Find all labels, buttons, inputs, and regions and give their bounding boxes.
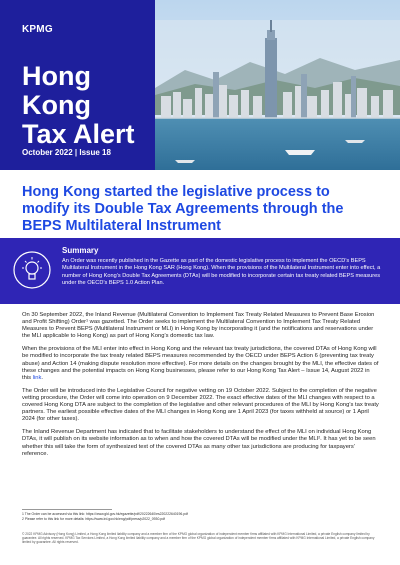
body-paragraph-2 xyxy=(22,346,380,381)
body-paragraph-2-text: When the provisions of the MLI enter into effect in Hong Kong and the relevant tax treaty jurisdictions, the covered DTAs of Hong Kong will be modified to incorporate the tax treaty related BEPS measures recommended by the OECD under BEPS Action 6 (preventing tax treaty abuse) and Action 14 (making dispute resolution more effective). For more details on the changes brought by the MLI, the effective dates of these changes and the potential impacts on Hong Kong businesses, please refer to our Hong Kong Tax Alert – Issue 14, August 2022 in this xyxy=(22,346,379,381)
summary-box xyxy=(0,238,400,304)
footnote-2: 2 Please refer to this link for more details: https://www.ird.gov.hk/eng/pdf/press/p2022_0930.pdf xyxy=(22,517,165,521)
header-title-panel xyxy=(0,0,155,170)
skyline-photo xyxy=(155,0,400,170)
title-line-1: Hong Kong xyxy=(22,61,91,120)
summary-text: An Order was recently published in the Gazette as part of the domestic legislative process to implement the OECD’s BEPS Multilateral Instrument in the Hong Kong SAR (Hong Kong). When the provisions of the Multilateral Instrument enter into effect, a number of Hong Kong’s Double Tax Agreements (DTAs) will be modified to incorporate certain tax treaty related BEPS measures under the OECD’s BEPS 1.0 Action Plan. xyxy=(62,258,381,286)
alert-issue-14-link[interactable]: link xyxy=(32,374,42,381)
footnote-divider xyxy=(22,509,112,510)
body-paragraph-4: The Inland Revenue Department has indicated that to facilitate stakeholders to understand the effect of the MLI on individual Hong Kong DTAs, it will publish on its website information as to when and how the covered DTAs will be modified under the MLI². It has yet to be seen whether this will take the form of synthesized text of the covered DTAs as many other tax jurisdictions are producing for taxpayers’ reference. xyxy=(22,429,376,457)
body-paragraph-2-end: . xyxy=(41,374,43,381)
lightbulb-icon xyxy=(12,250,52,290)
body-paragraph-3: The Order will be introduced into the Legislative Council for negative vetting on 19 October 2022. Subject to the completion of the negative vetting procedure, the Order will come into operation on 9 December 2022. The exact effective dates of the MLI changes with respect to a covered Hong Kong DTA are subject to the completion of the legislative and other relevant procedures of the MLI by Hong Kong’s tax treaty partners. The earliest possible effective dates of the MLI changes in Hong Kong are 1 April 2023 (for taxes withheld at source) or 1 April 2024 (for other taxes). xyxy=(22,387,379,423)
kpmg-logo: KPMG xyxy=(22,24,53,35)
issue-label: October 2022 | Issue 18 xyxy=(22,148,111,157)
title-line-2: Tax Alert xyxy=(22,119,135,149)
page-title xyxy=(22,62,155,149)
legal-disclaimer: © 2022 KPMG Advisory (Hong Kong) Limited, a Hong Kong limited liability company and a member firm of the KPMG global organization of independent member firms affiliated with KPMG International Limited, a private English company limited by guarantee. All rights reserved. KPMG Tax Services Limited, a Hong Kong limited liability company and a member firm of the KPMG global organization of independent member firms affiliated with KPMG International Limited, a private English company limited by guarantee. All rights reserved. xyxy=(22,532,375,544)
article-body xyxy=(22,312,380,464)
body-paragraph-1: On 30 September 2022, the Inland Revenue (Multilateral Convention to Implement Tax Treaty Related Measures to Prevent Base Erosion and Profit Shifting) Order¹ was gazetted. The Order seeks to implement the Multilateral Convention to Implement Tax Treaty Related Measures to Prevent BEPS (Multilateral Instrument or MLI) in Hong Kong by incorporating it (and the notifications and reservations under the MLI applicable to Hong Kong) as part of Hong Kong’s domestic tax law. xyxy=(22,312,375,340)
footnote-1: 1 The Order can be accessed via this link: https://www.gld.gov.hk/egazette/pdf/20222640/es220222640196.pdf xyxy=(22,512,188,516)
header-banner xyxy=(0,0,400,170)
summary-title: Summary xyxy=(62,246,99,255)
article-headline: Hong Kong started the legislative process to modify its Double Tax Agreements through the BEPS Multilateral Instrument xyxy=(22,184,344,234)
